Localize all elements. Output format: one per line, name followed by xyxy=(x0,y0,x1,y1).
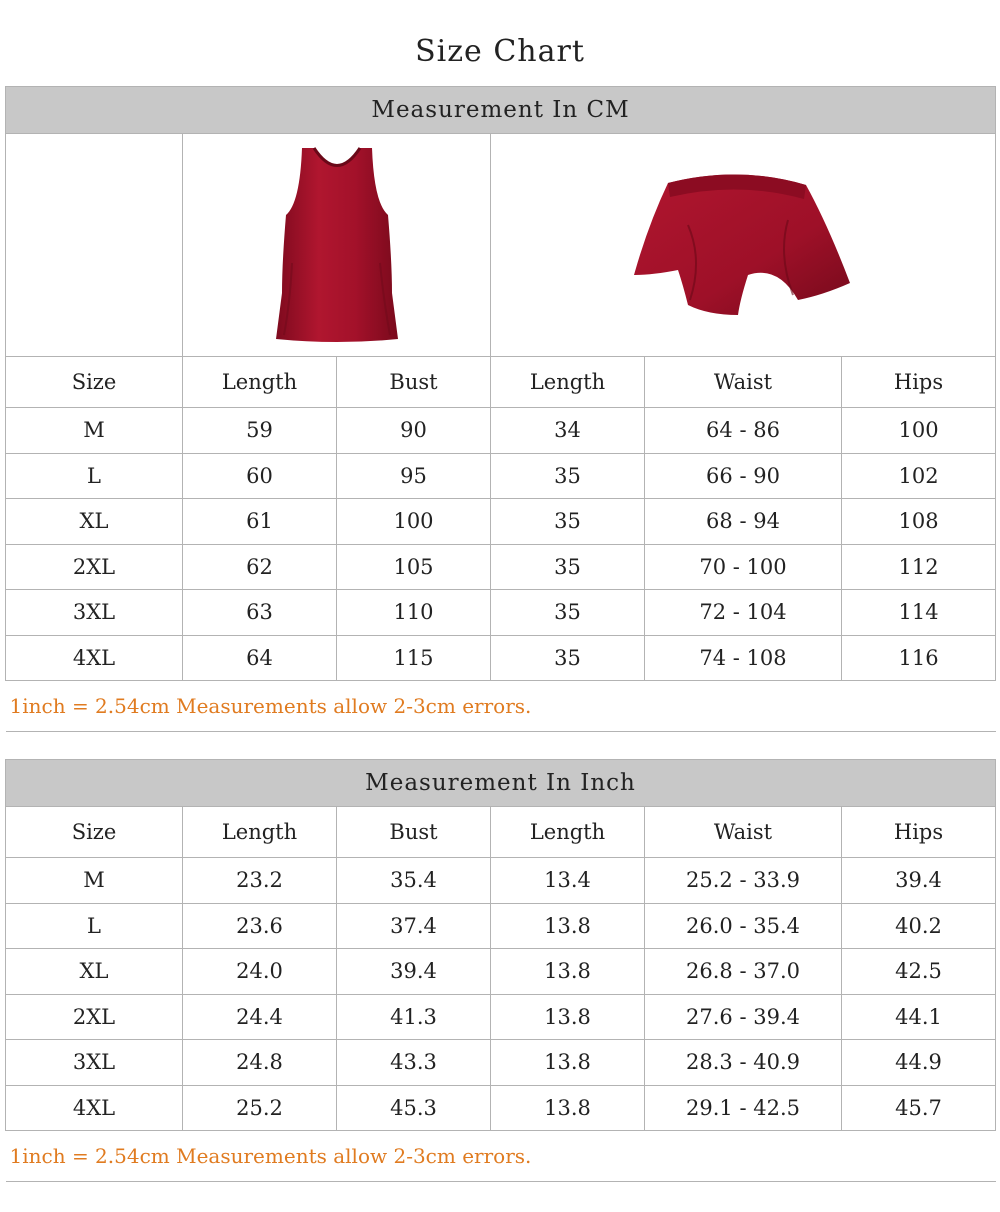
cell-hips: 45.7 xyxy=(842,1085,996,1131)
cell-hips: 116 xyxy=(842,635,996,681)
cell-hips: 100 xyxy=(842,408,996,454)
shorts-image-cell xyxy=(491,134,996,357)
table-row xyxy=(6,453,996,499)
cm-size-table xyxy=(5,86,996,732)
cell-waist: 64 - 86 xyxy=(645,408,842,454)
table-row xyxy=(6,408,996,454)
cell-short-length: 35 xyxy=(491,499,645,545)
cell-short-length: 13.8 xyxy=(491,1040,645,1086)
cell-short-length: 35 xyxy=(491,453,645,499)
col-short-length: Length xyxy=(491,357,645,408)
tank-top-image-cell xyxy=(183,134,491,357)
cell-waist: 28.3 - 40.9 xyxy=(645,1040,842,1086)
cell-size: L xyxy=(6,453,183,499)
cell-waist: 26.8 - 37.0 xyxy=(645,949,842,995)
cell-top-length: 23.2 xyxy=(183,858,337,904)
cell-short-length: 13.8 xyxy=(491,949,645,995)
cell-hips: 108 xyxy=(842,499,996,545)
cell-bust: 39.4 xyxy=(337,949,491,995)
cm-table-header: Measurement In CM xyxy=(6,87,996,134)
table-row xyxy=(6,1040,996,1086)
cell-size: 2XL xyxy=(6,994,183,1040)
cell-size: M xyxy=(6,858,183,904)
cell-waist: 27.6 - 39.4 xyxy=(645,994,842,1040)
cell-top-length: 24.8 xyxy=(183,1040,337,1086)
table-row xyxy=(6,858,996,904)
cell-bust: 41.3 xyxy=(337,994,491,1040)
tank-top-image xyxy=(262,143,412,348)
table-row xyxy=(6,903,996,949)
cell-size: XL xyxy=(6,499,183,545)
cell-top-length: 23.6 xyxy=(183,903,337,949)
cell-bust: 95 xyxy=(337,453,491,499)
cell-bust: 45.3 xyxy=(337,1085,491,1131)
cell-short-length: 35 xyxy=(491,590,645,636)
cell-bust: 100 xyxy=(337,499,491,545)
cell-short-length: 13.8 xyxy=(491,903,645,949)
cell-top-length: 24.0 xyxy=(183,949,337,995)
cell-hips: 42.5 xyxy=(842,949,996,995)
cell-size: 3XL xyxy=(6,590,183,636)
table-row xyxy=(6,635,996,681)
col-waist: Waist xyxy=(645,357,842,408)
cell-bust: 90 xyxy=(337,408,491,454)
table-row xyxy=(6,499,996,545)
cell-short-length: 13.8 xyxy=(491,1085,645,1131)
cell-waist: 29.1 - 42.5 xyxy=(645,1085,842,1131)
empty-image-cell xyxy=(6,134,183,357)
cm-note: 1inch = 2.54cm Measurements allow 2-3cm errors. xyxy=(6,681,996,732)
cell-short-length: 13.4 xyxy=(491,858,645,904)
cell-bust: 43.3 xyxy=(337,1040,491,1086)
table-row xyxy=(6,994,996,1040)
cell-hips: 102 xyxy=(842,453,996,499)
cell-waist: 25.2 - 33.9 xyxy=(645,858,842,904)
cell-top-length: 25.2 xyxy=(183,1085,337,1131)
col-waist: Waist xyxy=(645,807,842,858)
cell-top-length: 63 xyxy=(183,590,337,636)
cell-top-length: 62 xyxy=(183,544,337,590)
cell-hips: 40.2 xyxy=(842,903,996,949)
cell-short-length: 13.8 xyxy=(491,994,645,1040)
cell-short-length: 34 xyxy=(491,408,645,454)
table-row xyxy=(6,544,996,590)
col-top-length: Length xyxy=(183,357,337,408)
cell-waist: 26.0 - 35.4 xyxy=(645,903,842,949)
inch-note: 1inch = 2.54cm Measurements allow 2-3cm errors. xyxy=(6,1131,996,1182)
inch-size-table xyxy=(5,759,996,1182)
cell-hips: 112 xyxy=(842,544,996,590)
col-short-length: Length xyxy=(491,807,645,858)
inch-table-header: Measurement In Inch xyxy=(6,760,996,807)
table-row xyxy=(6,1085,996,1131)
cell-size: 3XL xyxy=(6,1040,183,1086)
cell-size: XL xyxy=(6,949,183,995)
col-hips: Hips xyxy=(842,807,996,858)
cell-top-length: 61 xyxy=(183,499,337,545)
cell-size: M xyxy=(6,408,183,454)
col-hips: Hips xyxy=(842,357,996,408)
col-top-length: Length xyxy=(183,807,337,858)
cell-bust: 105 xyxy=(337,544,491,590)
shorts-image xyxy=(628,165,858,325)
col-bust: Bust xyxy=(337,357,491,408)
cell-top-length: 60 xyxy=(183,453,337,499)
cell-bust: 115 xyxy=(337,635,491,681)
cell-top-length: 59 xyxy=(183,408,337,454)
cell-size: 2XL xyxy=(6,544,183,590)
cell-top-length: 64 xyxy=(183,635,337,681)
col-size: Size xyxy=(6,357,183,408)
cell-top-length: 24.4 xyxy=(183,994,337,1040)
cell-waist: 70 - 100 xyxy=(645,544,842,590)
cell-short-length: 35 xyxy=(491,635,645,681)
cell-short-length: 35 xyxy=(491,544,645,590)
page-title: Size Chart xyxy=(415,34,585,69)
cell-size: 4XL xyxy=(6,635,183,681)
cell-waist: 68 - 94 xyxy=(645,499,842,545)
cell-hips: 44.1 xyxy=(842,994,996,1040)
cell-hips: 44.9 xyxy=(842,1040,996,1086)
cell-bust: 110 xyxy=(337,590,491,636)
table-row xyxy=(6,590,996,636)
cell-bust: 35.4 xyxy=(337,858,491,904)
table-row xyxy=(6,949,996,995)
cell-size: 4XL xyxy=(6,1085,183,1131)
cell-size: L xyxy=(6,903,183,949)
col-bust: Bust xyxy=(337,807,491,858)
cell-hips: 39.4 xyxy=(842,858,996,904)
col-size: Size xyxy=(6,807,183,858)
cell-hips: 114 xyxy=(842,590,996,636)
cell-waist: 66 - 90 xyxy=(645,453,842,499)
cell-bust: 37.4 xyxy=(337,903,491,949)
cell-waist: 74 - 108 xyxy=(645,635,842,681)
cell-waist: 72 - 104 xyxy=(645,590,842,636)
